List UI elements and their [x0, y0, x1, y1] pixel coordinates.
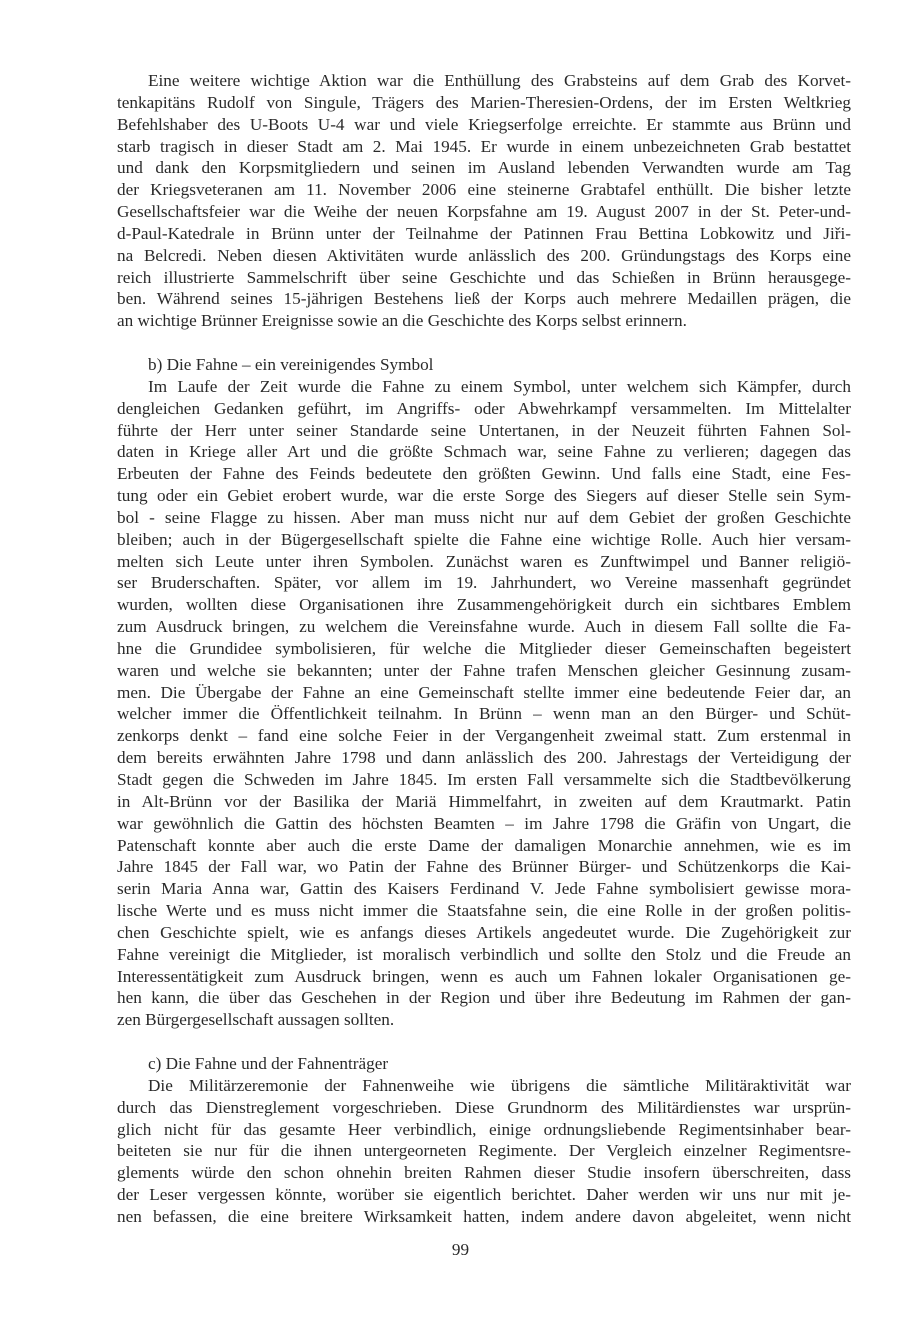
text-line: der Kriegsveteranen am 11. November 2006 eine steinerne Grabtafel enthüllt. Die bisher letzte [117, 180, 851, 200]
text-line: an wichtige Brünner Ereignisse sowie an die Geschichte des Korps selbst erinnern. [117, 311, 687, 331]
text-line: in Alt-Brünn vor der Basilika der Mariä Himmelfahrt, in zweiten auf dem Krautmarkt. Patin [117, 791, 851, 811]
text-line: ser Bruderschaften. Später, vor allem im 19. Jahrhundert, wo Vereine massenhaft gegründet [117, 573, 851, 593]
text-line: Befehlshaber des U-Boots U-4 war und viele Kriegserfolge erreichte. Er stammte aus Brünn und [117, 114, 851, 134]
text-line: Patenschaft konnte aber auch die erste Dame der damaligen Monarchie annehmen, wie es im [117, 835, 851, 855]
text-line: lische Werte und es muss nicht immer die Staatsfahne sein, die eine Rolle in der großen politis- [117, 901, 851, 921]
text-line: beiteten sie nur für die ihnen untergeorneten Regimente. Der Vergleich einzelner Regimentsre- [117, 1141, 851, 1161]
text-line: Eine weitere wichtige Aktion war die Enthüllung des Grabsteins auf dem Grab des Korvet- [148, 71, 851, 90]
text-line: serin Maria Anna war, Gattin des Kaisers Ferdinand V. Jede Fahne symbolisiert gewisse mora- [117, 879, 851, 899]
text-line: daten in Kriege aller Art und die größte Schmach war, seine Fahne zu verlieren; dagegen das [117, 442, 851, 462]
text-line: war gewöhnlich die Gattin des höchsten Beamten – im Jahre 1798 die Gräfin von Ungart, die [117, 813, 851, 833]
text-line: reich illustrierte Sammelschrift über seine Geschichte und das Schießen in Brünn herausgege- [117, 267, 851, 287]
text-line: Fahne vereinigt die Mitglieder, ist moralisch verbindlich und sollte den Stolz und die Freude an [117, 944, 851, 964]
text-line: zum Ausdruck bringen, zu welchem die Vereinsfahne wurde. Auch in diesem Fall sollte die Fa- [117, 617, 851, 637]
section-gap [117, 1031, 851, 1053]
text-line: Interessentätigkeit zum Ausdruck bringen, wenn es auch um Fahnen lokaler Organisationen ge- [117, 966, 851, 986]
text-line: Erbeuten der Fahne des Feinds bedeutete den größten Gewinn. Und falls eine Stadt, eine Fes- [117, 464, 851, 484]
text-line: zenkorps denkt – fand eine solche Feier in der Vergangenheit zweimal statt. Zum erstenmal in [117, 726, 851, 746]
text-line: dem bereits erwähnten Jahre 1798 und dann anlässlich des 200. Jahrestags der Verteidigung der [117, 748, 851, 768]
text-line: starb tragisch in dieser Stadt am 2. Mai 1945. Er wurde in einem unbezeichneten Grab bestattet [117, 136, 851, 156]
text-line: hne die Grundidee symbolisieren, für welche die Mitglieder dieser Gemeinschaften begeistert [117, 638, 851, 658]
text-line: dengleichen Gedanken geführt, im Angriffs- oder Abwehrkampf versammelten. Im Mittelalter [117, 398, 851, 418]
text-line: wurden, wollten diese Organisationen ihre Zusammengehörigkeit durch ein sichtbares Emblem [117, 595, 851, 615]
text-line: bleiben; auch in der Bügergesellschaft spielte die Fahne eine wichtige Rolle. Auch hier versam- [117, 529, 851, 549]
paragraph-grabstein [117, 70, 851, 332]
text-line: nen befassen, die eine breitere Wirksamkeit hatten, indem andere davon abgeleitet, wenn nicht [117, 1206, 851, 1226]
text-line: welcher immer die Öffentlichkeit teilnahm. In Brünn – wenn man an den Bürger- und Schüt- [117, 704, 851, 724]
text-line: chen Geschichte spielt, wie es anfangs dieses Artikels angedeutet wurde. Die Zugehörigkeit zur [117, 922, 851, 942]
text-line: glich nicht für das gesamte Heer verbindlich, einige ordnungsliebende Regimentsinhaber bear- [117, 1119, 851, 1139]
text-line: führte der Herr unter seiner Standarde seine Untertanen, in der Neuzeit führten Fahnen Sol- [117, 420, 851, 440]
text-line: und dank den Korpsmitgliedern und seinen im Ausland lebenden Verwandten wurde am Tag [117, 158, 851, 178]
text-line: waren und welche sie bekannten; unter der Fahne trafen Menschen gleicher Gesinnung zusam- [117, 660, 851, 680]
text-line: der Leser vergessen könnte, worüber sie eigentlich berichtet. Daher werden wir uns nur mit je- [117, 1185, 851, 1205]
text-line: Im Laufe der Zeit wurde die Fahne zu einem Symbol, unter welchem sich Kämpfer, durch [148, 376, 851, 396]
text-line: zen Bürgergesellschaft aussagen sollten. [117, 1010, 395, 1030]
section-c [117, 1053, 851, 1228]
text-line: durch das Dienstreglement vorgeschrieben. Diese Grundnorm des Militärdienstes war ursprün- [117, 1097, 851, 1117]
text-line: melten sich Leute unter ihren Symbolen. Zunächst waren es Zunftwimpel und Banner religiö- [117, 551, 851, 571]
text-line: ben. Während seines 15-jährigen Bestehens ließ der Korps auch mehrere Medaillen prägen, die [117, 289, 851, 309]
section-b [117, 354, 851, 1031]
text-line: bol - seine Flagge zu hissen. Aber man muss nicht nur auf dem Gebiet der großen Geschichte [117, 507, 851, 527]
text-line: Stadt gegen die Schweden im Jahre 1845. Im ersten Fall versammelte sich die Stadtbevölkerung [117, 770, 851, 789]
section-gap [117, 332, 851, 354]
text-line: tenkapitäns Rudolf von Singule, Trägers des Marien-Theresien-Ordens, der im Ersten Weltkrieg [117, 92, 851, 112]
text-line: na Belcredi. Neben diesen Aktivitäten wurde anlässlich des 200. Gründungstags des Korps eine [117, 245, 851, 265]
section-heading: c) Die Fahne und der Fahnenträger [148, 1053, 389, 1073]
text-line: tung oder ein Gebiet erobert wurde, war die erste Sorge des Siegers auf dieser Stelle sein Sym- [117, 486, 851, 506]
text-line: hen kann, die über das Geschehen in der Region und über ihre Bedeutung im Rahmen der gan- [117, 988, 851, 1008]
section-heading: b) Die Fahne – ein vereinigendes Symbol [148, 354, 434, 374]
text-line: Jahre 1845 der Fall war, wo Patin der Fahne des Brünner Bürger- und Schützenkorps die Kai- [117, 857, 851, 877]
page-body [117, 70, 851, 1228]
text-line: Die Militärzeremonie der Fahnenweihe wie übrigens die sämtliche Militäraktivität war [148, 1075, 851, 1095]
text-line: Gesellschaftsfeier war die Weihe der neuen Korpsfahne am 19. August 2007 in der St. Peter-und- [117, 202, 851, 222]
page-number: 99 [451, 1240, 470, 1259]
text-line: men. Die Übergabe der Fahne an eine Gemeinschaft stellte immer eine bedeutende Feier dar, an [117, 682, 851, 702]
text-line: d-Paul-Katedrale in Brünn unter der Teilnahme der Patinnen Frau Bettina Lobkowitz und Jiři- [117, 223, 851, 243]
text-line: glements würde den schon ohnehin breiten Rahmen dieser Studie insofern überschreiten, dass [117, 1163, 851, 1183]
